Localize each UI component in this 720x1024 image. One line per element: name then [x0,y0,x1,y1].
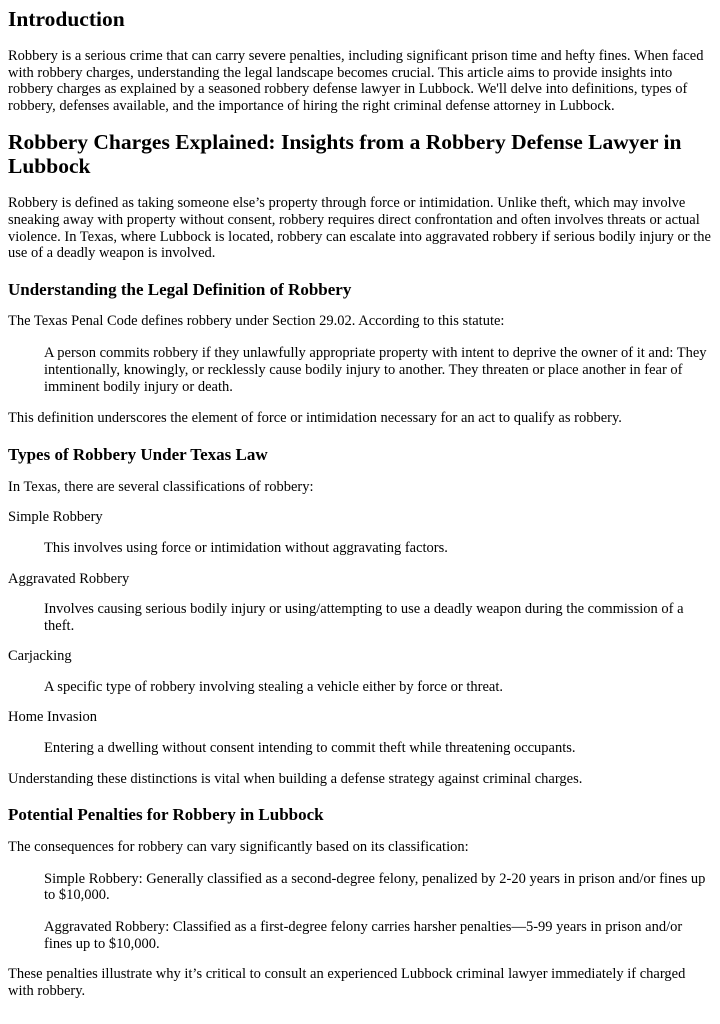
penalties-heading: Potential Penalties for Robbery in Lubbock [8,805,324,825]
intro-paragraph: Robbery is a serious crime that can carry severe penalties, including significant prison time and hefty fines. When faced with robbery charges, understanding the legal landscape becomes crucial. This article aims to provide insights into robbery charges as explained by a seasoned robbery defense lawyer in Lubbock. We'll delve into definitions, types of robbery, defenses available, and the importance of hiring the right criminal defense attorney in Lubbock. [8,48,704,114]
penalties-summary: These penalties illustrate why it’s critical to consult an experienced Lubbock criminal lawyer immediately if charged with robbery. [8,966,686,999]
types-intro: In Texas, there are several classifications of robbery: [8,478,314,495]
explained-paragraph: Robbery is defined as taking someone else’s property through force or intimidation. Unlike theft, which may involve sneaking away with property without consent, robbery requires direct confrontation and often involves threats or actual violence. In Texas, where Lubbock is located, robbery can escalate into aggravated robbery if serious bodily injury or the use of a deadly weapon is involved. [8,195,711,262]
type-description-aggravated-robbery: Involves causing serious bodily injury or using/attempting to use a deadly weapon during the commission of a theft. [44,601,684,634]
legal-definition-heading: Understanding the Legal Definition of Robbery [8,279,352,299]
penalties-intro: The consequences for robbery can vary significantly based on its classification: [8,839,469,856]
intro-heading: Introduction [8,7,125,31]
penalty-aggravated-robbery: Aggravated Robbery: Classified as a first-degree felony carries harsher penalties—5-99 years in prison and/or fines up to $10,000. [44,919,683,952]
type-description-simple-robbery: This involves using force or intimidation without aggravating factors. [44,539,448,556]
types-summary: Understanding these distinctions is vital when building a defense strategy against criminal charges. [8,770,583,787]
type-description-home-invasion: Entering a dwelling without consent intending to commit theft while threatening occupants. [44,740,576,757]
type-name-aggravated-robbery: Aggravated Robbery [8,570,130,587]
type-name-simple-robbery: Simple Robbery [8,509,103,526]
type-name-carjacking: Carjacking [8,648,72,665]
explained-heading: Robbery Charges Explained: Insights from a Robbery Defense Lawyer in Lubbock [8,130,682,179]
legal-definition-summary: This definition underscores the element of force or intimidation necessary for an act to qualify as robbery. [8,410,622,427]
types-heading: Types of Robbery Under Texas Law [8,444,268,464]
type-description-carjacking: A specific type of robbery involving stealing a vehicle either by force or threat. [44,678,504,695]
statute-quote: A person commits robbery if they unlawfully appropriate property with intent to deprive the owner of it and: They intentionally, knowingly, or recklessly cause bodily injury to another. They threaten or place another in fear of imminent bodily injury or death. [44,345,707,395]
legal-definition-paragraph: The Texas Penal Code defines robbery under Section 29.02. According to this statute: [8,312,505,329]
type-name-home-invasion: Home Invasion [8,709,97,726]
article [0,7,720,999]
penalty-simple-robbery: Simple Robbery: Generally classified as a second-degree felony, penalized by 2-20 years in prison and/or fines up to $10,000. [44,870,706,904]
